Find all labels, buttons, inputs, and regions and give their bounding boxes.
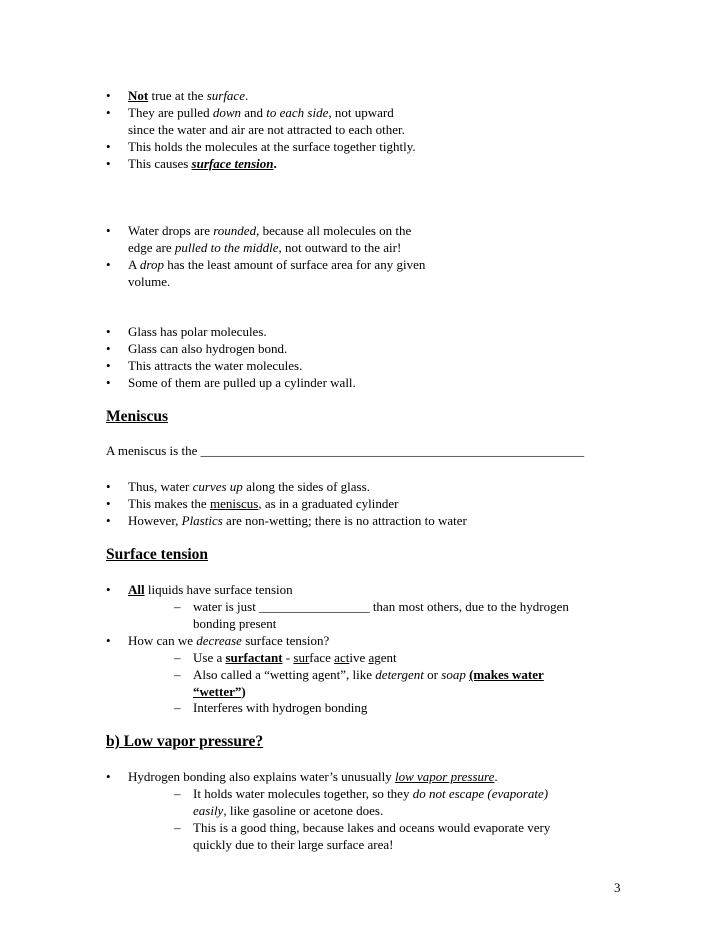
bullet: • — [106, 88, 111, 103]
bullet-text: A drop has the least amount of surface area for any given — [128, 257, 426, 272]
bullet: • — [106, 513, 111, 528]
sub-bullet-text: Also called a “wetting agent”, like detergent or soap (makes water — [193, 667, 544, 682]
bullet-text: Not true at the surface. — [128, 88, 249, 103]
dash: – — [174, 667, 181, 682]
bullet-text-continuation: edge are pulled to the middle, not outward to the air! — [128, 240, 402, 255]
bullet: • — [106, 582, 111, 597]
bullet-text: This holds the molecules at the surface together tightly. — [128, 139, 416, 154]
bullet: • — [106, 358, 111, 373]
bullet: • — [106, 257, 111, 272]
sub-bullet-text: Interferes with hydrogen bonding — [193, 700, 368, 715]
meniscus-definition: A meniscus is the ___________________________________________________________ — [106, 443, 585, 458]
bullet: • — [106, 633, 111, 648]
sub-bullet-text-continuation: “wetter”) — [193, 684, 246, 699]
bullet: • — [106, 139, 111, 154]
bullet-text-continuation: volume. — [128, 274, 171, 289]
bullet-text: This causes surface tension. — [128, 156, 277, 171]
bullet: • — [106, 341, 111, 356]
bullet-text: This attracts the water molecules. — [128, 358, 303, 373]
bullet-text-continuation: since the water and air are not attracted to each other. — [128, 122, 405, 137]
dash: – — [174, 820, 181, 835]
bullet-text: Some of them are pulled up a cylinder wall. — [128, 375, 356, 390]
bullet-text: Hydrogen bonding also explains water’s unusually low vapor pressure. — [128, 769, 498, 784]
bullet-text: How can we decrease surface tension? — [128, 633, 330, 648]
page-number: 3 — [614, 880, 621, 895]
section-heading-meniscus: Meniscus — [106, 408, 168, 425]
bullet: • — [106, 223, 111, 238]
sub-bullet-text-continuation: bonding present — [193, 616, 277, 631]
bullet-text: This makes the meniscus, as in a graduated cylinder — [128, 496, 399, 511]
bullet: • — [106, 324, 111, 339]
bullet-text: Thus, water curves up along the sides of glass. — [128, 479, 370, 494]
dash: – — [174, 650, 181, 665]
bullet-text: Glass has polar molecules. — [128, 324, 267, 339]
bullet: • — [106, 496, 111, 511]
sub-bullet-text: Use a surfactant - surface active agent — [193, 650, 397, 665]
dash: – — [174, 700, 181, 715]
bullet: • — [106, 105, 111, 120]
sub-bullet-text: It holds water molecules together, so they do not escape (evaporate) — [193, 786, 549, 801]
dash: – — [174, 786, 181, 801]
bullet: • — [106, 479, 111, 494]
bullet-text: They are pulled down and to each side, not upward — [128, 105, 394, 120]
bullet: • — [106, 375, 111, 390]
sub-bullet-text-continuation: quickly due to their large surface area! — [193, 837, 394, 852]
sub-bullet-text-continuation: easily, like gasoline or acetone does. — [193, 803, 384, 818]
dash: – — [174, 599, 181, 614]
sub-bullet-text: This is a good thing, because lakes and oceans would evaporate very — [193, 820, 551, 835]
section-heading-surface-tension: Surface tension — [106, 546, 209, 563]
bullet-text: However, Plastics are non-wetting; there is no attraction to water — [128, 513, 467, 528]
bullet-text: All liquids have surface tension — [128, 582, 293, 597]
sub-bullet-text: water is just _________________ than most others, due to the hydrogen — [193, 599, 569, 614]
bullet-text: Water drops are rounded, because all molecules on the — [128, 223, 412, 238]
section-heading-vapor-pressure: b) Low vapor pressure? — [106, 733, 264, 750]
bullet-text: Glass can also hydrogen bond. — [128, 341, 288, 356]
bullet: • — [106, 769, 111, 784]
bullet: • — [106, 156, 111, 171]
